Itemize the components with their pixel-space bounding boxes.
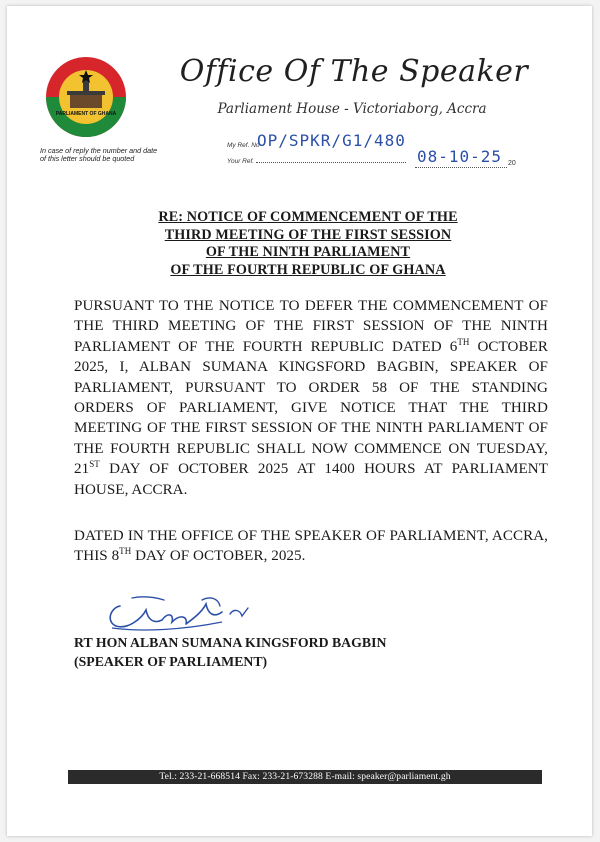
heading-line-1: RE: NOTICE OF COMMENCEMENT OF THE — [158, 209, 458, 225]
paragraph-text: DATED IN THE OFFICE OF THE SPEAKER OF PARLIAMENT, ACCRA, THIS 8 — [74, 528, 548, 565]
date-year-suffix: 20 — [508, 160, 516, 167]
ordinal-suffix: TH — [119, 546, 132, 557]
your-ref-blank — [256, 156, 406, 163]
dated-paragraph — [74, 526, 548, 567]
logo-text: PARLIAMENT OF GHANA — [55, 111, 117, 117]
paragraph-text: PURSUANT TO THE NOTICE TO DEFER THE COMMENCEMENT OF THE THIRD MEETING OF THE FIRST SESSION OF THE NINTH PARLIAMENT OF THE FOURTH REPUBLIC DATED 6 — [74, 298, 548, 355]
date-blank-line — [415, 166, 507, 168]
parliament-crest-logo — [45, 56, 127, 138]
ref-number-handwritten: OP/SPKR/G1/480 — [257, 131, 406, 150]
notice-paragraph — [74, 296, 548, 500]
letter-page — [7, 6, 592, 836]
reply-reference-note: In case of reply the number and date of this letter should be quoted — [40, 146, 158, 164]
paragraph-text: OCTOBER 2025, I, ALBAN SUMANA KINGSFORD BAGBIN, SPEAKER OF PARLIAMENT, PURSUANT TO ORDER 58 OF THE STANDING ORDERS OF PARLIAMENT, GIVE NOTICE THAT THE THIRD MEETING OF THE FIRST SESSION OF THE NINTH PARLIAMENT OF THE FOURTH REPUBLIC SHALL NOW COMMENCE ON TUESDAY, 21 — [74, 338, 548, 478]
signatory-name: RT HON ALBAN SUMANA KINGSFORD BAGBIN — [74, 635, 387, 650]
ordinal-suffix: ST — [89, 459, 100, 470]
my-ref-row — [227, 142, 260, 149]
your-ref-row — [227, 156, 406, 165]
signatory-block — [74, 633, 386, 671]
paragraph-text: DAY OF OCTOBER, 2025. — [131, 548, 306, 565]
date-handwritten: 08-10-25 — [417, 147, 503, 166]
office-title: Office Of The Speaker — [179, 54, 529, 89]
my-ref-label: My Ref. No — [227, 142, 260, 149]
office-address: Parliament House - Victoriaborg, Accra — [217, 101, 487, 117]
heading-line-4: OF THE FOURTH REPUBLIC OF GHANA — [170, 262, 446, 279]
heading-line-2: THIRD MEETING OF THE FIRST SESSION — [164, 226, 452, 243]
paragraph-text: DAY OF OCTOBER 2025 AT 1400 HOURS AT PARLIAMENT HOUSE, ACCRA. — [74, 461, 548, 498]
your-ref-label: Your Ref. — [227, 158, 255, 165]
footer-contact-bar: Tel.: 233-21-668514 Fax: 233-21-673288 E-mail: speaker@parliament.gh — [68, 770, 542, 784]
heading-line-3: OF THE NINTH PARLIAMENT — [205, 244, 411, 261]
notice-heading — [107, 209, 509, 280]
ordinal-suffix: TH — [457, 336, 470, 347]
signatory-title: (SPEAKER OF PARLIAMENT) — [74, 654, 268, 669]
